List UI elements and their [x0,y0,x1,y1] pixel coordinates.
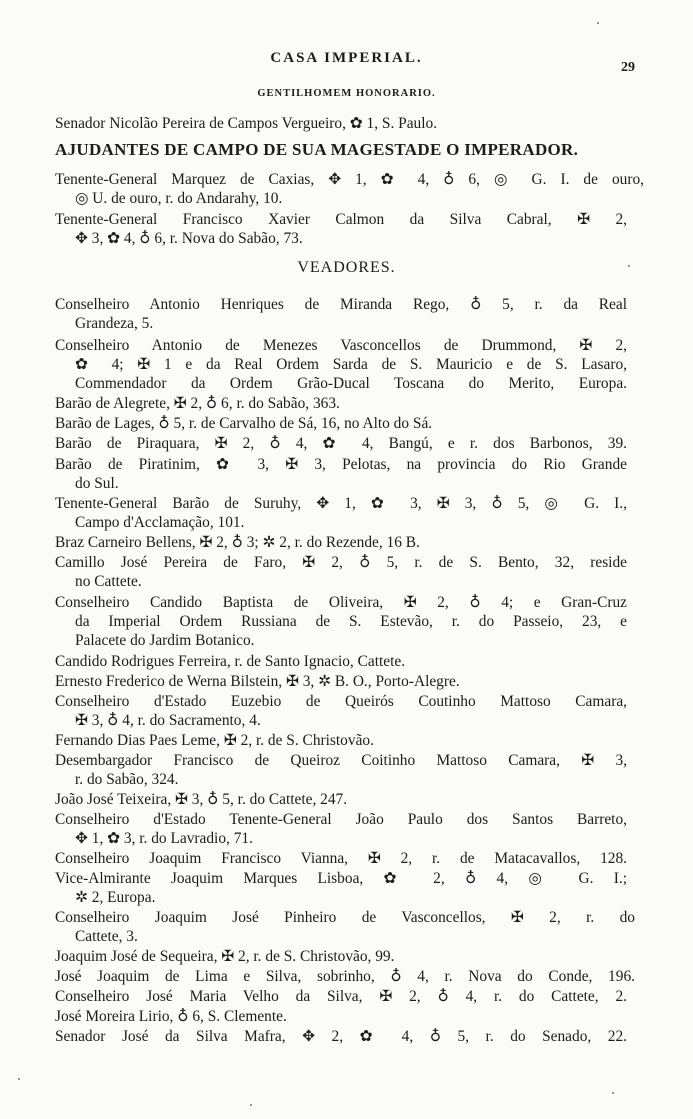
list-entry: Conselheiro Candido Baptista de Oliveira, ✠ 2, ♁ 4; e Gran-Cruz [55,594,627,611]
list-entry: Conselheiro Joaquim José Pinheiro de Vasconcellos, ✠ 2, r. do [55,909,635,926]
list-entry: Senador José da Silva Mafra, ✥ 2, ✿ 4, ♁ 5, r. do Senado, 22. [55,1028,627,1045]
list-entry: João José Teixeira, ✠ 3, ♁ 5, r. do Cattete, 247. [55,791,348,808]
list-entry: Fernando Dias Paes Leme, ✠ 2, r. de S. Christovão. [55,732,374,749]
page-title: CASA IMPERIAL. [270,50,423,66]
list-entry: Braz Carneiro Bellens, ✠ 2, ♁ 3; ✲ 2, r. do Rezende, 16 B. [55,534,420,551]
list-entry: José Joaquim de Lima e Silva, sobrinho, ♁ 4, r. Nova do Conde, 196. [55,968,635,985]
list-entry: Vice-Almirante Joaquim Marques Lisboa, ✿ 2, ♁ 4, ◎ G. I.; [55,870,627,887]
paper-speck [612,1092,614,1094]
list-entry-continuation: da Imperial Ordem Russiana de S. Estevão, r. do Passeio, 23, e [75,613,627,630]
paper-speck [18,1078,20,1080]
list-entry: Conselheiro d'Estado Tenente-General João Paulo dos Santos Barreto, [55,811,627,828]
list-entry: Conselheiro Antonio de Menezes Vasconcellos de Drummond, ✠ 2, [55,337,627,354]
paper-speck [628,265,630,267]
list-entry-continuation: Grandeza, 5. [75,315,154,332]
list-entry-continuation: ✠ 3, ♁ 4, r. do Sacramento, 4. [75,712,261,729]
list-entry-continuation: Palacete do Jardim Botanico. [75,632,255,649]
list-entry: Conselheiro d'Estado Euzebio de Queirós Coutinho Mattoso Camara, [55,693,627,710]
list-entry-continuation: do Sul. [75,475,119,492]
list-entry: Conselheiro José Maria Velho da Silva, ✠ 2, ♁ 4, r. do Cattete, 2. [55,988,627,1005]
list-entry: Tenente-General Francisco Xavier Calmon da Silva Cabral, ✠ 2, [55,211,627,228]
list-entry-continuation: no Cattete. [75,573,142,590]
subsection-title: GENTILHOMEM HONORARIO. [257,88,436,99]
list-entry: Conselheiro Antonio Henriques de Miranda Rego, ♁ 5, r. da Real [55,296,627,313]
list-entry: Barão de Lages, ♁ 5, r. de Carvalho de Sá, 16, no Alto do Sá. [55,415,433,432]
list-entry: Ernesto Frederico de Werna Bilstein, ✠ 3, ✲ B. O., Porto-Alegre. [55,673,460,690]
page-number: 29 [621,60,635,75]
list-entry: Barão de Piraquara, ✠ 2, ♁ 4, ✿ 4, Bangú, e r. dos Barbonos, 39. [55,435,627,452]
list-entry-continuation: ✲ 2, Europa. [75,889,156,906]
list-entry: Camillo José Pereira de Faro, ✠ 2, ♁ 5, r. de S. Bento, 32, reside [55,554,627,571]
list-entry: Tenente-General Barão de Suruhy, ✥ 1, ✿ 3, ✠ 3, ♁ 5, ◎ G. I., [55,495,627,512]
list-entry-continuation: ◎ U. de ouro, r. do Andarahy, 10. [75,190,283,207]
paper-speck [597,22,599,24]
list-entry-continuation: Cattete, 3. [75,928,138,945]
section-heading-veadores: VEADORES. [297,259,396,276]
list-entry: Senador Nicolão Pereira de Campos Vergueiro, ✿ 1, S. Paulo. [55,115,438,132]
list-entry: Conselheiro Joaquim Francisco Vianna, ✠ 2, r. de Matacavallos, 128. [55,850,627,867]
list-entry-continuation: r. do Sabão, 324. [75,771,179,788]
list-entry: Desembargador Francisco de Queiroz Coitinho Mattoso Camara, ✠ 3, [55,752,627,769]
list-entry: Candido Rodrigues Ferreira, r. de Santo Ignacio, Cattete. [55,653,406,670]
list-entry: Barão de Piratinim, ✿ 3, ✠ 3, Pelotas, na provincia do Rio Grande [55,456,627,473]
section-heading-ajudantes: AJUDANTES DE CAMPO DE SUA MAGESTADE O IMPERADOR. [55,140,579,159]
list-entry-continuation: ✥ 1, ✿ 3, r. do Lavradio, 71. [75,830,253,847]
paper-speck [250,1104,252,1106]
list-entry: José Moreira Lirio, ♁ 6, S. Clemente. [55,1008,287,1025]
list-entry: Joaquim José de Sequeira, ✠ 2, r. de S. Christovão, 99. [55,948,395,965]
list-entry-continuation: ✥ 3, ✿ 4, ♁ 6, r. Nova do Sabão, 73. [75,230,303,247]
list-entry-continuation: ✿ 4; ✠ 1 e da Real Ordem Sarda de S. Mauricio e de S. Lasaro, [75,356,627,373]
list-entry: Barão de Alegrete, ✠ 2, ♁ 6, r. do Sabão, 363. [55,395,340,412]
list-entry-continuation: Campo d'Acclamação, 101. [75,514,245,531]
list-entry-continuation: Commendador da Ordem Grão-Ducal Toscana do Merito, Europa. [75,375,627,392]
list-entry: Tenente-General Marquez de Caxias, ✥ 1, ✿ 4, ♁ 6, ◎ G. I. de ouro, [55,171,644,188]
